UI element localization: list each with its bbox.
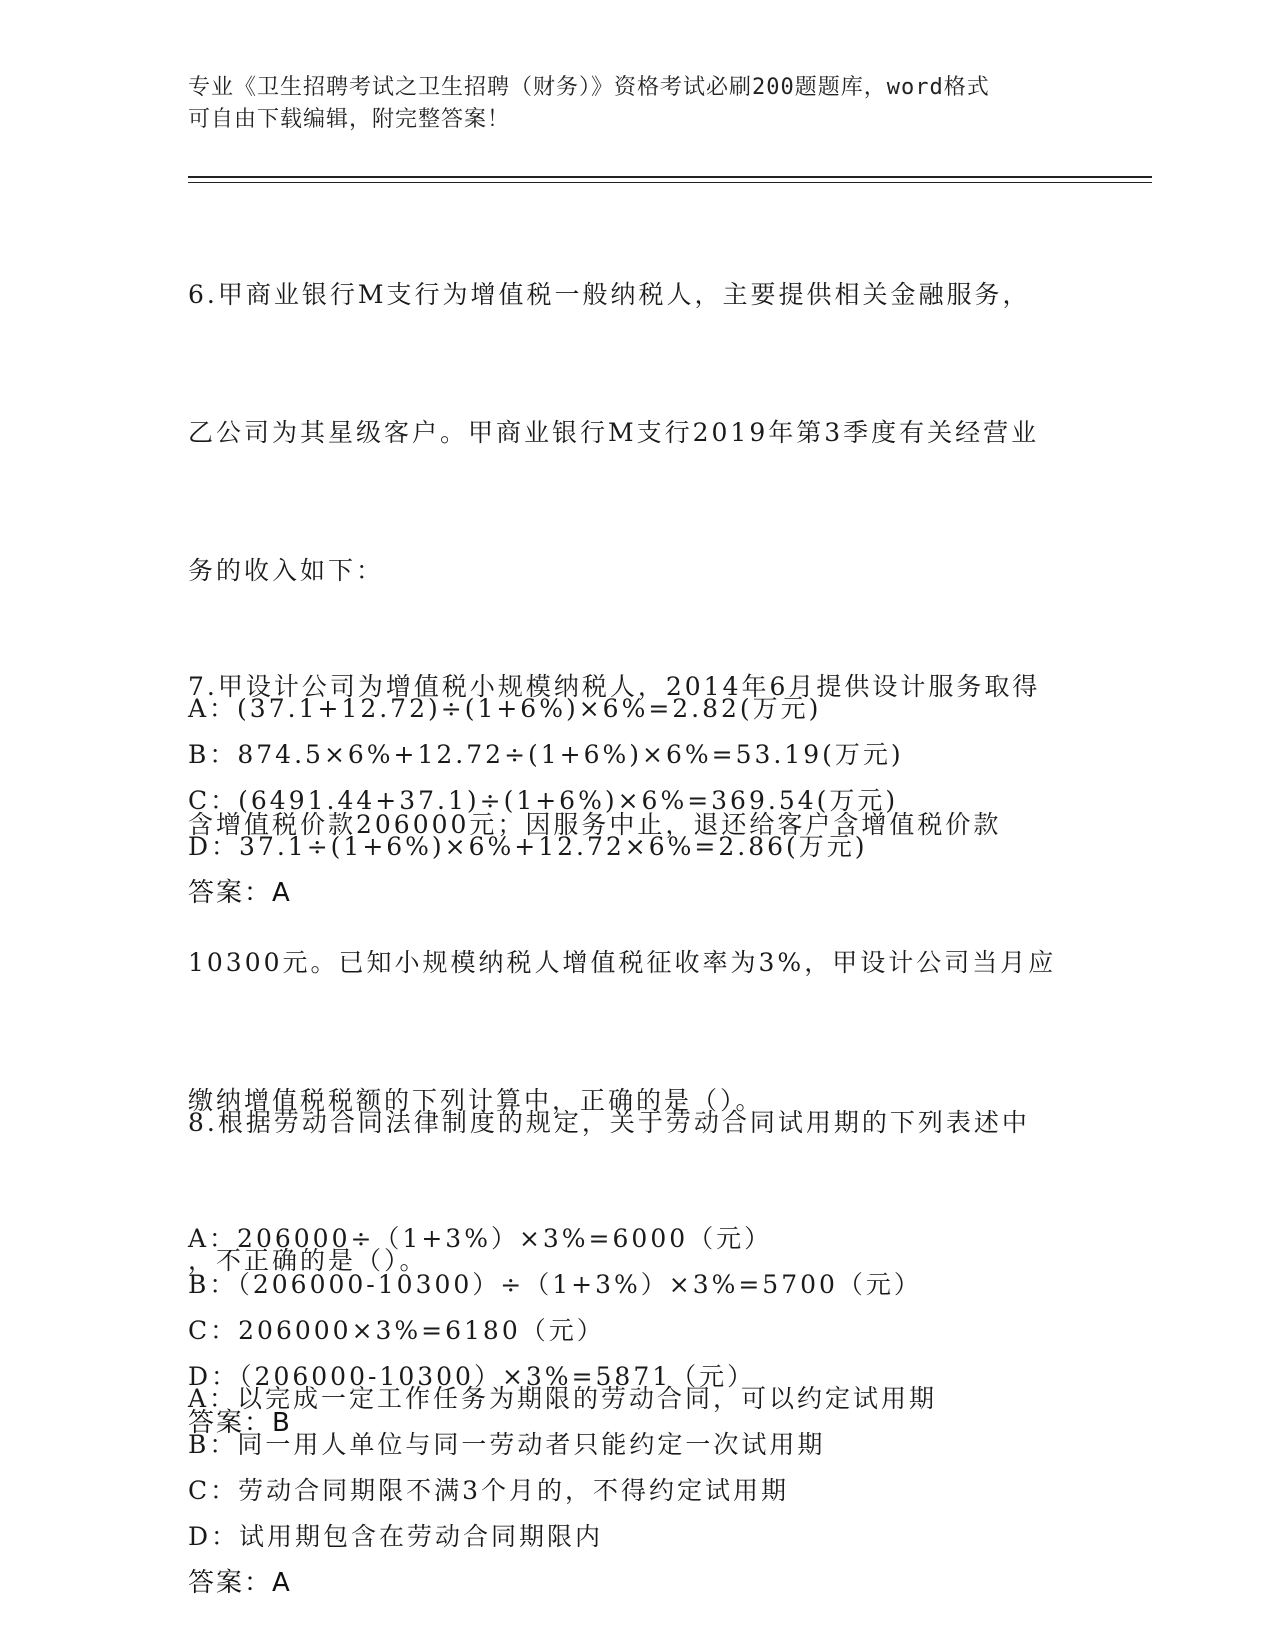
question-stem-line: 缴纳增值税税额的下列计算中，正确的是（）。 — [188, 1086, 764, 1115]
question-7-option-d: D：（206000-10300）×3%=5871（元） — [188, 1362, 756, 1391]
question-8-option-d: D：试用期包含在劳动合同期限内 — [188, 1522, 604, 1551]
header-divider-thick — [188, 176, 1152, 178]
question-7-option-c: C：206000×3%=6180（元） — [188, 1316, 605, 1345]
question-6-option-d: D：37.1÷(1+6%)×6%+12.72×6%=2.86(万元) — [188, 832, 868, 861]
document-header — [188, 72, 1068, 136]
question-7-option-b: B：（206000-10300）÷（1+3%）×3%=5700（元） — [188, 1270, 922, 1299]
question-6-option-c: C：(6491.44+37.1)÷(1+6%)×6%=369.54(万元) — [188, 786, 899, 815]
question-6-option-b: B：874.5×6%+12.72÷(1+6%)×6%=53.19(万元) — [188, 740, 904, 769]
question-stem-line: 含增值税价款206000元；因服务中止，退还给客户含增值税价款 — [188, 810, 1002, 839]
question-7-option-a: A：206000÷（1+3%）×3%=6000（元） — [188, 1224, 773, 1253]
question-stem-line: 10300元。已知小规模纳税人增值税征收率为3%，甲设计公司当月应 — [188, 948, 1057, 977]
question-stem-line: 务的收入如下： — [188, 556, 385, 585]
question-8 — [188, 1008, 1068, 1606]
header-line-2: 可自由下载编辑，附完整答案！ — [188, 107, 511, 132]
question-6-answer: 答案：A — [188, 878, 292, 908]
question-stem-line: 8.根据劳动合同法律制度的规定，关于劳动合同试用期的下列表述中 — [188, 1108, 1030, 1137]
question-8-stem — [188, 1008, 1068, 1376]
question-8-answer: 答案：A — [188, 1568, 292, 1598]
question-stem-line: 7.甲设计公司为增值税小规模纳税人，2014年6月提供设计服务取得 — [188, 672, 1041, 701]
question-8-option-a: A：以完成一定工作任务为期限的劳动合同，可以约定试用期 — [188, 1384, 938, 1413]
question-7-answer: 答案：B — [188, 1408, 292, 1438]
question-stem-line: 6.甲商业银行M支行为增值税一般纳税人，主要提供相关金融服务， — [188, 280, 1031, 309]
question-stem-line: 乙公司为其星级客户。甲商业银行M支行2019年第3季度有关经营业 — [188, 418, 1040, 447]
question-6-option-a: A：(37.1+12.72)÷(1+6%)×6%=2.82(万元) — [188, 694, 822, 723]
header-line-1: 专业《卫生招聘考试之卫生招聘（财务）》资格考试必刷200题题库，word格式 — [188, 75, 990, 100]
question-8-option-c: C：劳动合同期限不满3个月的，不得约定试用期 — [188, 1476, 790, 1505]
question-8-option-b: B：同一用人单位与同一劳动者只能约定一次试用期 — [188, 1430, 826, 1459]
question-stem-line: ，不正确的是（）。 — [188, 1246, 428, 1275]
